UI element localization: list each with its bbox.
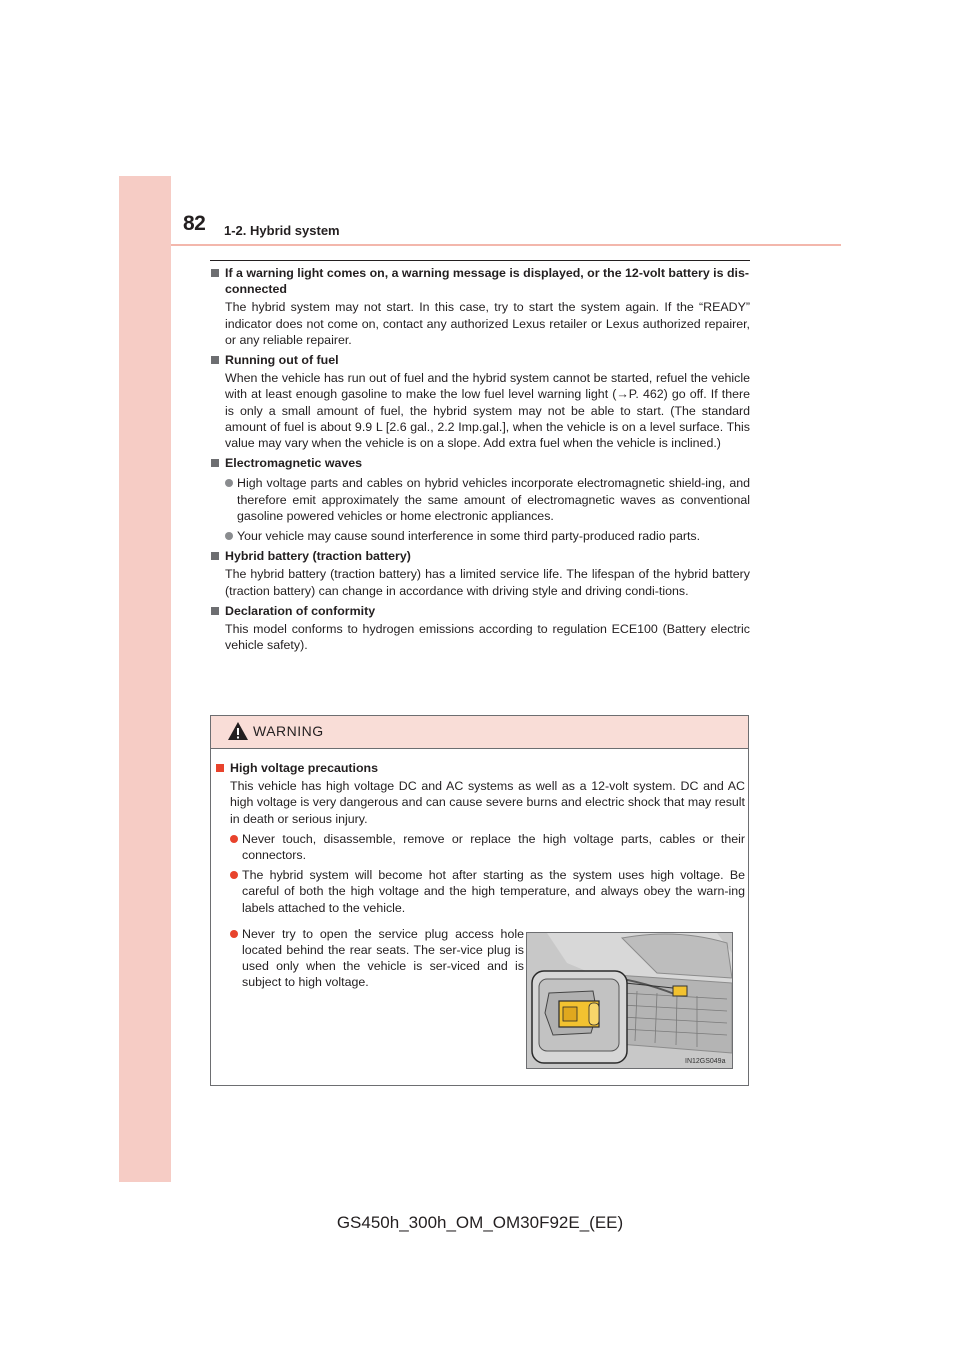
- warning-light-heading: If a warning light comes on, a warning message is displayed, or the 12-volt battery is dis-connected: [210, 265, 750, 297]
- warning-title: WARNING: [253, 723, 324, 739]
- service-plug-illustration: [526, 932, 733, 1069]
- battery-text: The hybrid battery (traction battery) has a limited service life. The lifespan of the hybrid battery (traction battery) can change in accordance with driving style and driving condi-tions.: [225, 567, 750, 598]
- image-code: IN12GS049a: [685, 1058, 726, 1065]
- warning-box: [210, 715, 749, 1086]
- warning-header: [211, 716, 748, 749]
- round-bullet-icon: [230, 835, 238, 843]
- warning-triangle-icon: [227, 721, 249, 741]
- conformity-text: This model conforms to hydrogen emissions according to regulation ECE100 (Battery electric vehicle safety).: [225, 622, 750, 653]
- chapter-sidebar-tab: [119, 176, 171, 1182]
- em-bullet-2: Your vehicle may cause sound interference in some third party-produced radio parts.: [210, 528, 750, 544]
- round-bullet-icon: [225, 479, 233, 487]
- warning-bullet-3: Never try to open the service plug access hole located behind the rear seats. The ser-vice plug is used only when the vehicle is ser-viced and is subject to high voltage.: [215, 926, 524, 991]
- rear-seat-service-plug-image: [527, 933, 732, 1068]
- header-rule: [171, 244, 841, 246]
- section-title: 1-2. Hybrid system: [224, 223, 340, 238]
- square-bullet-icon: [211, 552, 219, 560]
- square-bullet-icon: [216, 764, 224, 772]
- high-voltage-heading: High voltage precautions: [215, 760, 745, 776]
- content-top-rule: [210, 260, 750, 261]
- em-bullet-1: High voltage parts and cables on hybrid vehicles incorporate electromagnetic shield-ing, and therefore emit approximately the same amount of electromagnetic waves as conventional gasoline powered vehicles or home electronic appliances.: [210, 475, 750, 524]
- content-body: [210, 265, 750, 653]
- em-heading: Electromagnetic waves: [210, 455, 750, 471]
- square-bullet-icon: [211, 356, 219, 364]
- footer-doc-code: GS450h_300h_OM_OM30F92E_(EE): [336, 1213, 624, 1232]
- page-number: 82: [183, 212, 206, 235]
- round-bullet-icon: [225, 532, 233, 540]
- warning-light-text: The hybrid system may not start. In this case, try to start the system again. If the “READY” indicator does not come on, contact any authorized Lexus retailer or Lexus authorized repairer, or any reliable repairer.: [225, 300, 750, 347]
- square-bullet-icon: [211, 459, 219, 467]
- round-bullet-icon: [230, 930, 238, 938]
- conformity-heading: Declaration of conformity: [210, 603, 750, 619]
- round-bullet-icon: [230, 871, 238, 879]
- fuel-heading: Running out of fuel: [210, 352, 750, 368]
- square-bullet-icon: [211, 607, 219, 615]
- warning-bullet-2: The hybrid system will become hot after starting as the system uses high voltage. Be careful of both the high voltage and the high temperature, and always obey the warn-ing labels attached to the vehicle.: [215, 867, 745, 916]
- high-voltage-text: This vehicle has high voltage DC and AC systems as well as a 12-volt system. DC and AC high voltage is very dangerous and can cause severe burns and electric shock that may result in death or serious injury.: [230, 779, 745, 826]
- square-bullet-icon: [211, 269, 219, 277]
- battery-heading: Hybrid battery (traction battery): [210, 548, 750, 564]
- warning-bullet-1: Never touch, disassemble, remove or replace the high voltage parts, cables or their connectors.: [215, 831, 745, 863]
- fuel-text: When the vehicle has run out of fuel and the hybrid system cannot be started, refuel the vehicle with at least enough gasoline to make the low fuel level warning light (→P. 462) go off. If there is only a small amount of fuel, the hybrid system may not be able to start. (The standard amount of fuel is about 9.9 L [2.6 gal., 2.2 Imp.gal.], when the vehicle is on a level surface. This value may vary when the vehicle is on a slope. Add extra fuel when the vehicle is inclined.): [225, 371, 750, 451]
